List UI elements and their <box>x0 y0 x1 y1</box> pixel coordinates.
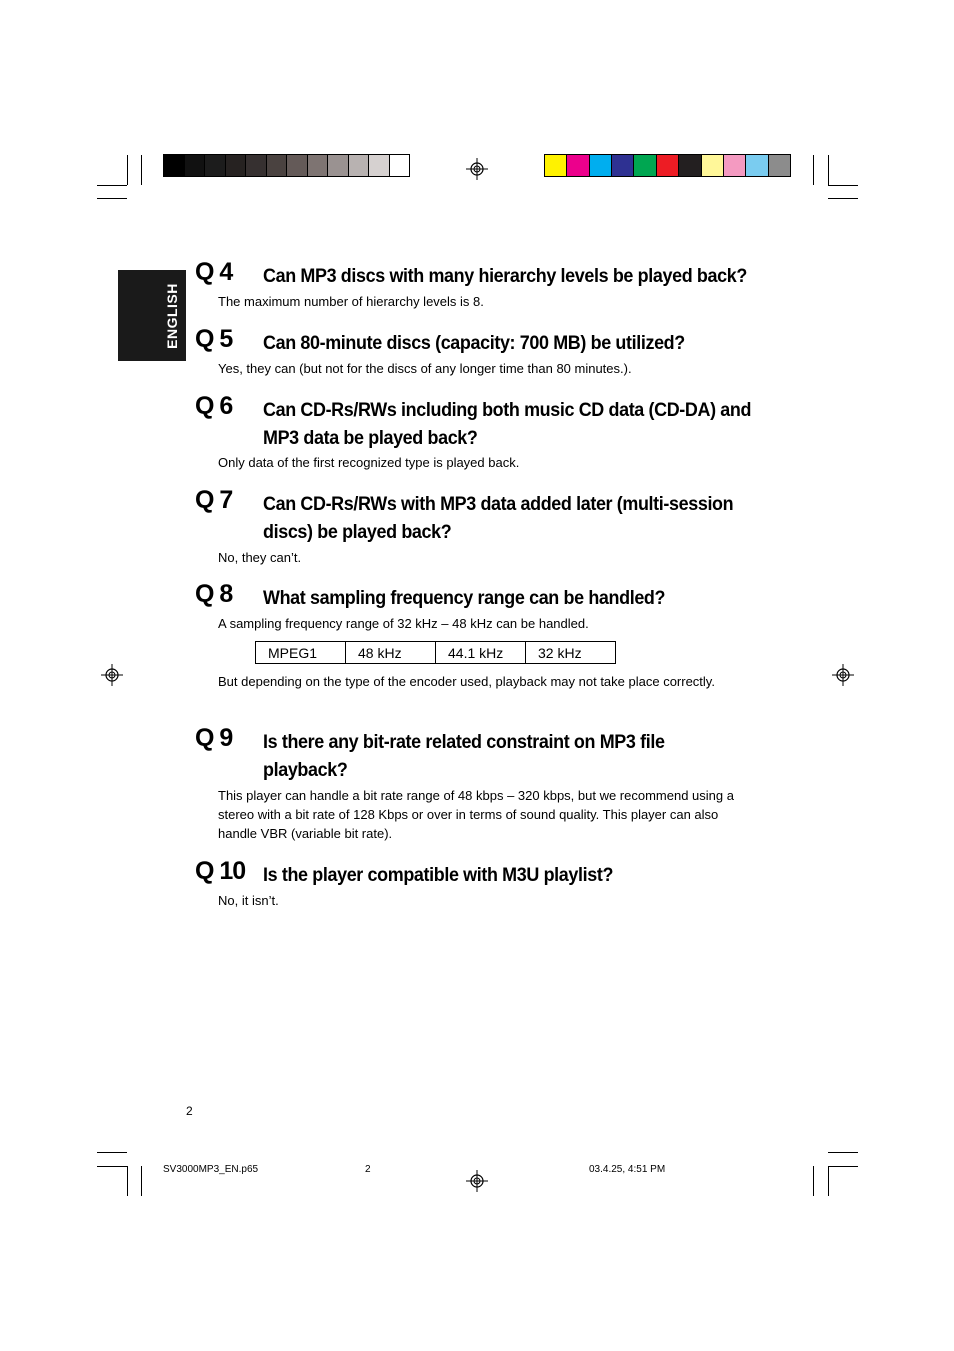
color-swatch <box>702 155 724 176</box>
question-answer: No, they can’t. <box>218 550 302 565</box>
question-answer: The maximum number of hierarchy levels is 8. <box>218 294 484 309</box>
crop-mark <box>828 1166 829 1196</box>
crop-mark <box>828 1152 858 1153</box>
question-title: Can CD-Rs/RWs with MP3 data added later (multi-session discs) be played back? <box>263 493 734 543</box>
crop-mark <box>828 1166 858 1167</box>
color-swatch <box>267 155 288 176</box>
color-swatch <box>246 155 267 176</box>
registration-mark-icon <box>466 158 488 180</box>
question-number: Q 9 <box>195 724 233 752</box>
process-color-bar <box>544 154 791 177</box>
color-swatch <box>545 155 567 176</box>
color-swatch <box>567 155 589 176</box>
color-swatch <box>226 155 247 176</box>
color-swatch <box>185 155 206 176</box>
registration-mark-icon <box>466 1170 488 1192</box>
table-cell: 32 kHz <box>526 642 616 664</box>
table-cell: 48 kHz <box>346 642 436 664</box>
question-answer: A sampling frequency range of 32 kHz – 48 kHz can be handled. <box>218 616 589 631</box>
crop-mark <box>828 198 858 199</box>
color-swatch <box>287 155 308 176</box>
question-answer: Yes, they can (but not for the discs of any longer time than 80 minutes.). <box>218 361 632 376</box>
question-title: Can MP3 discs with many hierarchy levels be played back? <box>263 265 747 287</box>
registration-mark-icon <box>101 664 123 686</box>
color-swatch <box>746 155 768 176</box>
table-row <box>256 642 616 664</box>
crop-mark <box>127 1166 128 1196</box>
footer-page: 2 <box>365 1164 371 1175</box>
registration-mark-icon <box>832 664 854 686</box>
color-swatch <box>164 155 185 176</box>
question-number: Q 7 <box>195 486 233 514</box>
color-swatch <box>308 155 329 176</box>
color-swatch <box>205 155 226 176</box>
question-title: Can CD-Rs/RWs including both music CD data (CD-DA) and MP3 data be played back? <box>263 399 752 449</box>
color-swatch <box>679 155 701 176</box>
grayscale-color-bar <box>163 154 410 177</box>
question-title: What sampling frequency range can be handled? <box>263 587 666 609</box>
language-tab-label: ENGLISH <box>164 283 180 349</box>
question-answer: Only data of the first recognized type is played back. <box>218 455 520 470</box>
footer-filename: SV3000MP3_EN.p65 <box>163 1164 259 1175</box>
table-cell: MPEG1 <box>256 642 346 664</box>
question-title: Is the player compatible with M3U playlist? <box>263 864 614 886</box>
page-number: 2 <box>186 1104 193 1118</box>
question-number: Q 4 <box>195 258 233 286</box>
crop-mark <box>97 1152 127 1153</box>
crop-mark <box>813 1166 814 1196</box>
language-tab <box>118 270 186 361</box>
crop-mark <box>97 185 127 186</box>
crop-mark <box>828 185 858 186</box>
question-answer-note: But depending on the type of the encoder used, playback may not take place correctly. <box>218 674 715 689</box>
table-cell: 44.1 kHz <box>436 642 526 664</box>
question-number: Q 10 <box>195 857 246 885</box>
question-number: Q 6 <box>195 392 233 420</box>
color-swatch <box>724 155 746 176</box>
question-answer: This player can handle a bit rate range of 48 kbps – 320 kbps, but we recommend using a stereo with a bit rate of 128 Kbps or over in terms of sound quality. This player can also handle VBR (variable bit rate). <box>218 788 734 841</box>
crop-mark <box>127 155 128 185</box>
question-title: Can 80-minute discs (capacity: 700 MB) be utilized? <box>263 332 685 354</box>
color-swatch <box>390 155 410 176</box>
crop-mark <box>141 155 142 185</box>
color-swatch <box>369 155 390 176</box>
color-swatch <box>634 155 656 176</box>
sampling-frequency-table <box>255 641 616 664</box>
color-swatch <box>657 155 679 176</box>
color-swatch <box>349 155 370 176</box>
question-number: Q 8 <box>195 580 233 608</box>
color-swatch <box>590 155 612 176</box>
color-swatch <box>328 155 349 176</box>
crop-mark <box>97 1166 127 1167</box>
color-swatch <box>769 155 790 176</box>
crop-mark <box>813 155 814 185</box>
color-swatch <box>612 155 634 176</box>
question-title: Is there any bit-rate related constraint on MP3 file playback? <box>263 731 665 781</box>
crop-mark <box>828 155 829 185</box>
footer-timestamp: 03.4.25, 4:51 PM <box>589 1164 666 1175</box>
crop-mark <box>141 1166 142 1196</box>
question-answer: No, it isn’t. <box>218 893 279 908</box>
crop-mark <box>97 198 127 199</box>
question-number: Q 5 <box>195 325 233 353</box>
